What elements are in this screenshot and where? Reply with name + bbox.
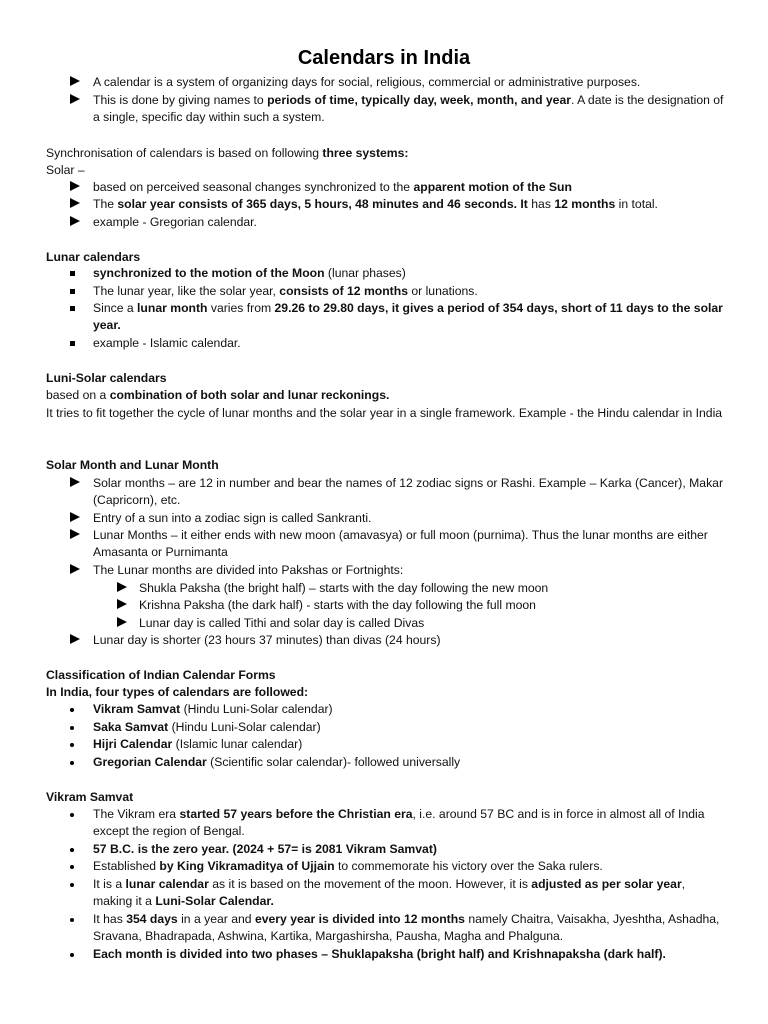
arrow-bullet-icon [70, 477, 80, 487]
lunar-item: synchronized to the motion of the Moon (lunar phases) [93, 266, 406, 280]
section-heading: Solar Month and Lunar Month [46, 458, 219, 472]
vikram-item: Established by King Vikramaditya of Ujjain to commemorate his victory over the Saka rulers. [93, 859, 603, 873]
arrow-bullet-icon [70, 181, 80, 191]
section-heading: Luni-Solar calendars [46, 371, 167, 385]
arrow-bullet-icon [117, 599, 127, 609]
lunisolar-line: based on a combination of both solar and lunar reckonings. [46, 388, 390, 402]
solar-item: example - Gregorian calendar. [93, 215, 257, 229]
arrow-bullet-icon [70, 529, 80, 539]
solar-item: The solar year consists of 365 days, 5 hours, 48 minutes and 46 seconds. It has 12 months in total. [93, 197, 658, 211]
section-heading: Classification of Indian Calendar Forms [46, 668, 276, 682]
square-bullet-icon [70, 341, 75, 346]
square-bullet-icon [70, 306, 75, 311]
solar-label: Solar – [46, 163, 85, 177]
vikram-item: It is a lunar calendar as it is based on the movement of the moon. However, it is adjusted as per solar year, making it a Luni-Solar Calendar. [93, 877, 686, 909]
dot-bullet-icon [70, 708, 74, 712]
dot-bullet-icon [70, 813, 74, 817]
dot-bullet-icon [70, 726, 74, 730]
vikram-item: Each month is divided into two phases – Shuklapaksha (bright half) and Krishnapaksha (dark half). [93, 947, 666, 961]
dot-bullet-icon [70, 918, 74, 922]
lunar-item: example - Islamic calendar. [93, 336, 241, 350]
calendar-type-item: Saka Samvat (Hindu Luni-Solar calendar) [93, 720, 321, 734]
lunar-item: The lunar year, like the solar year, consists of 12 months or lunations. [93, 284, 478, 298]
square-bullet-icon [70, 289, 75, 294]
calendar-type-item: Hijri Calendar (Islamic lunar calendar) [93, 737, 303, 751]
month-item: Solar months – are 12 in number and bear the names of 12 zodiac signs or Rashi. Example – Karka (Cancer), Makar (Capricorn), etc. [93, 476, 724, 508]
arrow-bullet-icon [70, 198, 80, 208]
dot-bullet-icon [70, 743, 74, 747]
vikram-item: The Vikram era started 57 years before the Christian era, i.e. around 57 BC and is in force in almost all of India except the region of Bengal. [93, 807, 705, 839]
arrow-bullet-icon [70, 634, 80, 644]
paksha-item: Shukla Paksha (the bright half) – starts with the day following the new moon [139, 581, 549, 595]
intro-item: A calendar is a system of organizing days for social, religious, commercial or administrative purposes. [93, 75, 641, 89]
month-item: Lunar Months – it either ends with new moon (amavasya) or full moon (purnima). Thus the lunar months are either Amasanta or Purnimanta [93, 528, 708, 560]
arrow-bullet-icon [70, 564, 80, 574]
square-bullet-icon [70, 271, 75, 276]
vikram-item: 57 B.C. is the zero year. (2024 + 57= is 2081 Vikram Samvat) [93, 842, 437, 856]
paksha-item: Krishna Paksha (the dark half) - starts with the day following the full moon [139, 598, 536, 612]
sync-paragraph: Synchronisation of calendars is based on following three systems: [46, 146, 409, 160]
section-subheading: In India, four types of calendars are followed: [46, 685, 309, 699]
arrow-bullet-icon [117, 617, 127, 627]
page-title: Calendars in India [297, 47, 471, 69]
arrow-bullet-icon [70, 94, 80, 104]
solar-item: based on perceived seasonal changes synchronized to the apparent motion of the Sun [93, 180, 572, 194]
arrow-bullet-icon [117, 582, 127, 592]
section-heading: Vikram Samvat [46, 790, 134, 804]
vikram-item: It has 354 days in a year and every year is divided into 12 months namely Chaitra, Vaisakha, Jyeshtha, Ashadha, Sravana, Bhadrapada, Ashwina, Kartika, Margashirsha, Pausha, Magha and Phalguna. [93, 912, 720, 944]
arrow-bullet-icon [70, 216, 80, 226]
intro-item: This is done by giving names to periods of time, typically day, week, month, and year. A date is the designation of a single, specific day within such a system. [93, 93, 724, 125]
lunar-item: Since a lunar month varies from 29.26 to 29.80 days, it gives a period of 354 days, short of 11 days to the solar year. [93, 301, 723, 333]
section-heading: Lunar calendars [46, 250, 141, 264]
month-item: Lunar day is shorter (23 hours 37 minutes) than divas (24 hours) [93, 633, 441, 647]
paksha-item: Lunar day is called Tithi and solar day is called Divas [139, 616, 425, 630]
arrow-bullet-icon [70, 76, 80, 86]
calendar-type-item: Gregorian Calendar (Scientific solar calendar)- followed universally [93, 755, 461, 769]
calendar-type-item: Vikram Samvat (Hindu Luni-Solar calendar) [93, 702, 333, 716]
dot-bullet-icon [70, 761, 74, 765]
dot-bullet-icon [70, 883, 74, 887]
dot-bullet-icon [70, 865, 74, 869]
month-item: Entry of a sun into a zodiac sign is called Sankranti. [93, 511, 372, 525]
month-item: The Lunar months are divided into Pakshas or Fortnights: [93, 563, 404, 577]
lunisolar-paragraph: It tries to fit together the cycle of lunar months and the solar year in a single framework. Example - the Hindu calendar in India [46, 406, 723, 420]
dot-bullet-icon [70, 848, 74, 852]
dot-bullet-icon [70, 953, 74, 957]
arrow-bullet-icon [70, 512, 80, 522]
